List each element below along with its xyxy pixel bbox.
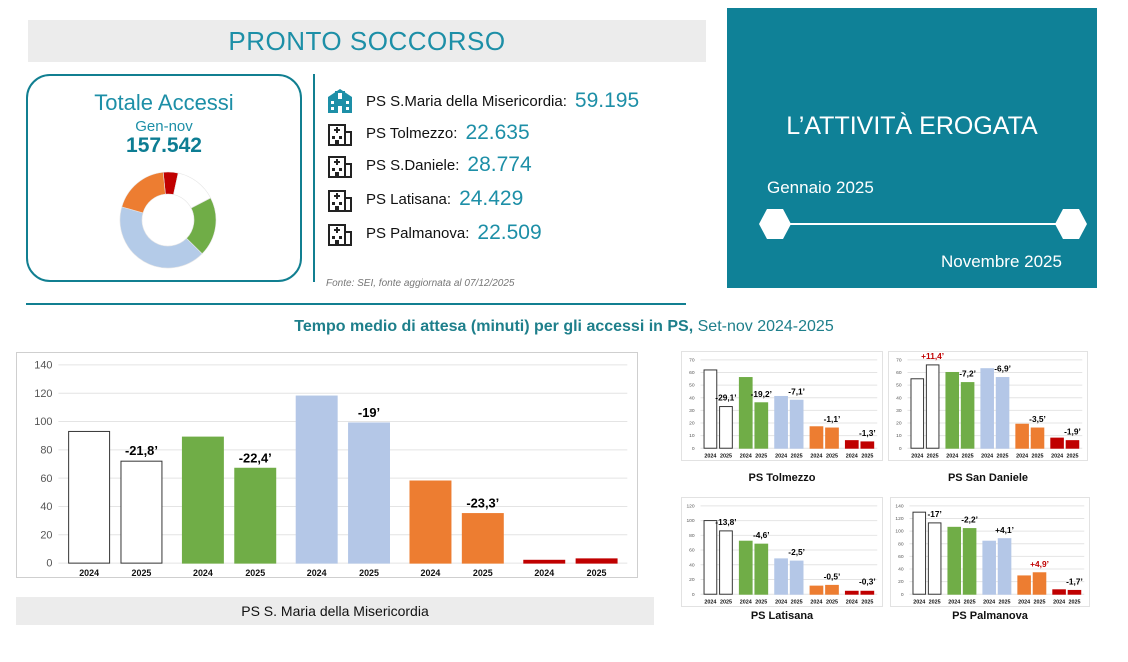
change-annotation: -6,9’ bbox=[994, 363, 1011, 374]
x-category-label: 2025 bbox=[861, 453, 874, 460]
x-category-label: 2024 bbox=[810, 453, 823, 460]
hospital-icon bbox=[326, 185, 354, 213]
x-category-label: 2024 bbox=[775, 599, 788, 606]
y-tick-label: 30 bbox=[689, 408, 695, 414]
ps-name: PS Tolmezzo: bbox=[366, 124, 458, 142]
hospital-icon bbox=[326, 151, 354, 179]
change-annotation: +4,9’ bbox=[1030, 558, 1049, 569]
x-category-label: 2024 bbox=[739, 599, 752, 606]
x-category-label: 2024 bbox=[913, 599, 926, 606]
bar-2025 bbox=[790, 561, 803, 594]
bar-2024 bbox=[1018, 576, 1031, 594]
bar-2024 bbox=[704, 370, 717, 448]
timeline-line bbox=[727, 204, 1097, 244]
change-annotation: -1,1’ bbox=[823, 414, 841, 425]
bar-2024 bbox=[410, 481, 451, 563]
bar-2025 bbox=[1033, 573, 1046, 594]
x-category-label: 2025 bbox=[359, 568, 379, 578]
ps-access-value: 22.509 bbox=[477, 221, 542, 244]
y-tick-label: 140 bbox=[895, 504, 904, 510]
change-annotation: -21,8’ bbox=[124, 443, 158, 459]
banner-end-period: Novembre 2025 bbox=[941, 252, 1062, 271]
x-category-label: 2025 bbox=[755, 599, 768, 606]
bar-2025 bbox=[826, 428, 839, 448]
y-tick-label: 50 bbox=[689, 383, 695, 389]
y-tick-label: 20 bbox=[689, 578, 695, 584]
timeline-start-hexagon-icon bbox=[759, 209, 791, 239]
bar-2025 bbox=[720, 531, 733, 594]
x-category-label: 2025 bbox=[996, 453, 1009, 460]
mini-chart-caption: PS Latisana bbox=[750, 610, 814, 622]
x-category-label: 2024 bbox=[79, 568, 100, 578]
ps-access-value: 28.774 bbox=[467, 153, 532, 176]
bar-2024 bbox=[69, 431, 110, 563]
mini-chart-caption: PS Palmanova bbox=[952, 610, 1028, 622]
y-tick-label: 120 bbox=[686, 504, 695, 510]
bar-2024 bbox=[704, 521, 717, 595]
bar-2024 bbox=[739, 541, 752, 594]
bar-2024 bbox=[913, 512, 926, 594]
bar-2024 bbox=[296, 396, 337, 563]
change-annotation: -1,9’ bbox=[1064, 426, 1081, 437]
bar-2024 bbox=[182, 437, 223, 563]
bar-2024 bbox=[948, 527, 961, 594]
y-tick-label: 40 bbox=[40, 501, 53, 514]
main-chart-caption: PS S. Maria della Misericordia bbox=[16, 597, 654, 625]
x-category-label: 2024 bbox=[739, 453, 752, 460]
y-tick-label: 80 bbox=[40, 444, 53, 457]
y-tick-label: 20 bbox=[896, 421, 902, 427]
section-divider bbox=[26, 303, 686, 305]
bar-2024 bbox=[524, 560, 565, 563]
ps-name: PS Palmanova: bbox=[366, 224, 470, 242]
change-annotation: -4,6’ bbox=[752, 530, 770, 541]
bar-2025 bbox=[996, 378, 1009, 449]
ps-row bbox=[326, 150, 532, 180]
x-category-label: 2024 bbox=[845, 599, 858, 606]
bar-2025 bbox=[720, 407, 733, 449]
x-category-label: 2024 bbox=[946, 453, 959, 460]
y-tick-label: 0 bbox=[46, 557, 53, 570]
x-category-label: 2025 bbox=[1068, 599, 1081, 606]
ps-name: PS S.Maria della Misericordia: bbox=[366, 92, 567, 110]
bar-2024 bbox=[911, 379, 924, 448]
x-category-label: 2025 bbox=[472, 568, 493, 578]
change-annotation: -13,8’ bbox=[715, 517, 737, 527]
x-category-label: 2025 bbox=[131, 568, 152, 578]
bar-2024 bbox=[1051, 438, 1064, 448]
bar-2025 bbox=[1068, 590, 1081, 594]
y-tick-label: 60 bbox=[40, 472, 53, 485]
total-access-value: 157.542 bbox=[126, 134, 202, 157]
bar-2025 bbox=[235, 468, 276, 563]
change-annotation: -7,2’ bbox=[959, 368, 976, 379]
x-category-label: 2025 bbox=[719, 599, 732, 606]
bar-2024 bbox=[983, 541, 996, 594]
y-tick-label: 20 bbox=[689, 421, 695, 427]
y-tick-label: 40 bbox=[689, 396, 695, 402]
change-annotation: -3,5’ bbox=[1029, 414, 1046, 425]
change-annotation: -1,3’ bbox=[859, 428, 876, 439]
y-tick-label: 0 bbox=[900, 592, 904, 598]
bar-2024 bbox=[775, 396, 788, 448]
ps-row bbox=[326, 118, 530, 148]
y-tick-label: 70 bbox=[689, 358, 695, 364]
x-category-label: 2025 bbox=[790, 453, 803, 460]
total-access-card bbox=[26, 74, 302, 282]
change-annotation: +4,1’ bbox=[995, 524, 1014, 535]
bar-2025 bbox=[963, 529, 976, 595]
x-category-label: 2025 bbox=[719, 453, 732, 460]
x-category-label: 2025 bbox=[1066, 453, 1079, 460]
x-category-label: 2024 bbox=[981, 453, 994, 460]
bar-2025 bbox=[790, 400, 803, 448]
change-annotation: -29,1’ bbox=[715, 392, 737, 403]
bar-2025 bbox=[576, 559, 617, 563]
x-category-label: 2025 bbox=[825, 599, 838, 606]
ps-row bbox=[326, 86, 639, 116]
x-category-label: 2024 bbox=[1053, 599, 1066, 606]
access-donut-chart bbox=[118, 170, 218, 270]
y-tick-label: 10 bbox=[689, 434, 695, 440]
ps-access-value: 22.635 bbox=[465, 121, 530, 144]
y-tick-label: 120 bbox=[34, 387, 53, 400]
change-annotation: -19,2’ bbox=[750, 388, 772, 399]
change-annotation: -1,7’ bbox=[1066, 576, 1083, 587]
y-tick-label: 80 bbox=[689, 533, 695, 539]
x-category-label: 2024 bbox=[704, 453, 717, 460]
x-category-label: 2025 bbox=[926, 453, 939, 460]
y-tick-label: 40 bbox=[896, 396, 902, 402]
activity-banner bbox=[727, 8, 1097, 288]
y-tick-label: 100 bbox=[34, 416, 53, 429]
bar-2024 bbox=[845, 591, 858, 594]
mini-wait-time-chart bbox=[681, 497, 883, 607]
main-wait-time-chart bbox=[16, 352, 638, 578]
y-tick-label: 60 bbox=[898, 554, 904, 560]
bar-2024 bbox=[810, 586, 823, 594]
bar-2024 bbox=[810, 427, 823, 448]
x-category-label: 2024 bbox=[192, 568, 213, 578]
x-category-label: 2025 bbox=[586, 568, 607, 578]
bar-2025 bbox=[755, 403, 768, 448]
ps-name: PS S.Daniele: bbox=[366, 156, 460, 174]
bar-2025 bbox=[928, 523, 941, 594]
x-category-label: 2024 bbox=[911, 453, 924, 460]
y-tick-label: 40 bbox=[689, 563, 695, 569]
x-category-label: 2025 bbox=[928, 599, 941, 606]
change-annotation: -22,4’ bbox=[238, 450, 272, 466]
y-tick-label: 40 bbox=[898, 567, 904, 573]
x-category-label: 2024 bbox=[983, 599, 996, 606]
y-tick-label: 60 bbox=[689, 548, 695, 554]
x-category-label: 2024 bbox=[420, 568, 441, 578]
bar-2025 bbox=[121, 461, 162, 563]
bar-2024 bbox=[981, 369, 994, 449]
x-category-label: 2025 bbox=[1033, 599, 1046, 606]
y-tick-label: 100 bbox=[686, 519, 695, 525]
chart-section-title-period: Set-nov 2024-2025 bbox=[693, 318, 834, 335]
change-annotation: -2,5’ bbox=[788, 547, 805, 558]
chart-section-title bbox=[0, 318, 1128, 336]
bar-2025 bbox=[1066, 441, 1079, 449]
ps-row bbox=[326, 184, 523, 214]
x-category-label: 2024 bbox=[1016, 453, 1029, 460]
y-tick-label: 20 bbox=[40, 529, 53, 542]
y-tick-label: 80 bbox=[898, 542, 904, 548]
y-tick-label: 100 bbox=[895, 529, 904, 535]
total-access-title: Totale Accessi bbox=[94, 90, 234, 115]
hospital-icon bbox=[326, 219, 354, 247]
change-annotation: -23,3’ bbox=[466, 495, 500, 511]
y-tick-label: 0 bbox=[898, 446, 902, 452]
x-category-label: 2025 bbox=[963, 599, 976, 606]
bar-2025 bbox=[861, 591, 874, 594]
y-tick-label: 0 bbox=[691, 592, 695, 598]
change-annotation: -7,1’ bbox=[788, 386, 805, 397]
x-category-label: 2025 bbox=[790, 599, 803, 606]
timeline-end-hexagon-icon bbox=[1055, 209, 1087, 239]
x-category-label: 2024 bbox=[704, 599, 717, 606]
bar-2025 bbox=[349, 423, 390, 563]
x-category-label: 2024 bbox=[1018, 599, 1031, 606]
x-category-label: 2025 bbox=[998, 599, 1011, 606]
ps-row bbox=[326, 218, 542, 248]
ps-name: PS Latisana: bbox=[366, 190, 452, 208]
ps-access-value: 59.195 bbox=[574, 89, 640, 112]
change-annotation: +11,4’ bbox=[921, 351, 945, 362]
change-annotation: -19’ bbox=[357, 405, 381, 420]
bar-2025 bbox=[755, 544, 768, 594]
mini-wait-time-chart bbox=[888, 351, 1088, 461]
change-annotation: -2,2’ bbox=[961, 514, 978, 525]
y-tick-label: 140 bbox=[34, 359, 53, 372]
total-access-period: Gen-nov bbox=[135, 118, 193, 135]
bar-2025 bbox=[926, 365, 939, 448]
bar-2025 bbox=[961, 383, 974, 449]
bar-2024 bbox=[1016, 424, 1029, 448]
x-category-label: 2024 bbox=[534, 568, 555, 578]
x-category-label: 2024 bbox=[810, 599, 823, 606]
x-category-label: 2025 bbox=[825, 453, 838, 460]
y-tick-label: 30 bbox=[896, 408, 902, 414]
mini-wait-time-chart bbox=[681, 351, 883, 461]
mini-wait-time-chart bbox=[890, 497, 1090, 607]
x-category-label: 2024 bbox=[775, 453, 788, 460]
y-tick-label: 10 bbox=[896, 434, 902, 440]
bar-2025 bbox=[826, 585, 839, 594]
x-category-label: 2024 bbox=[845, 453, 858, 460]
y-tick-label: 70 bbox=[896, 358, 902, 364]
change-annotation: -17’ bbox=[927, 509, 942, 520]
x-category-label: 2025 bbox=[245, 568, 266, 578]
y-tick-label: 120 bbox=[895, 517, 904, 523]
banner-start-period: Gennaio 2025 bbox=[767, 178, 874, 197]
source-note: Fonte: SEI, fonte aggiornata al 07/12/2025 bbox=[326, 278, 515, 289]
mini-chart-caption: PS San Daniele bbox=[947, 472, 1029, 484]
x-category-label: 2025 bbox=[861, 599, 874, 606]
bar-2024 bbox=[775, 559, 788, 594]
vertical-divider bbox=[313, 74, 315, 282]
y-tick-label: 60 bbox=[896, 371, 902, 377]
chart-section-title-bold: Tempo medio di attesa (minuti) per gli accessi in PS, bbox=[294, 318, 694, 335]
x-category-label: 2025 bbox=[755, 453, 768, 460]
y-tick-label: 20 bbox=[898, 580, 904, 586]
bar-2025 bbox=[462, 514, 503, 564]
change-annotation: -0,3’ bbox=[859, 576, 876, 587]
bar-2024 bbox=[845, 441, 858, 449]
x-category-label: 2024 bbox=[1051, 453, 1064, 460]
hospital-building-icon bbox=[326, 87, 354, 115]
change-annotation: -0,5’ bbox=[823, 571, 841, 582]
x-category-label: 2025 bbox=[1031, 453, 1044, 460]
y-tick-label: 0 bbox=[691, 446, 695, 452]
bar-2025 bbox=[1031, 428, 1044, 448]
banner-title: L’ATTIVITÀ EROGATA bbox=[786, 112, 1038, 140]
y-tick-label: 50 bbox=[896, 383, 902, 389]
bar-2024 bbox=[946, 372, 959, 448]
bar-2025 bbox=[861, 442, 874, 448]
bar-2025 bbox=[998, 539, 1011, 595]
x-category-label: 2025 bbox=[961, 453, 974, 460]
x-category-label: 2024 bbox=[306, 568, 327, 578]
y-tick-label: 60 bbox=[689, 371, 695, 377]
x-category-label: 2024 bbox=[948, 599, 961, 606]
bar-2024 bbox=[1053, 590, 1066, 594]
page-title: PRONTO SOCCORSO bbox=[28, 20, 706, 62]
donut-slice bbox=[122, 172, 166, 213]
hospital-icon bbox=[326, 119, 354, 147]
mini-chart-caption: PS Tolmezzo bbox=[748, 472, 816, 484]
ps-access-value: 24.429 bbox=[459, 187, 524, 210]
